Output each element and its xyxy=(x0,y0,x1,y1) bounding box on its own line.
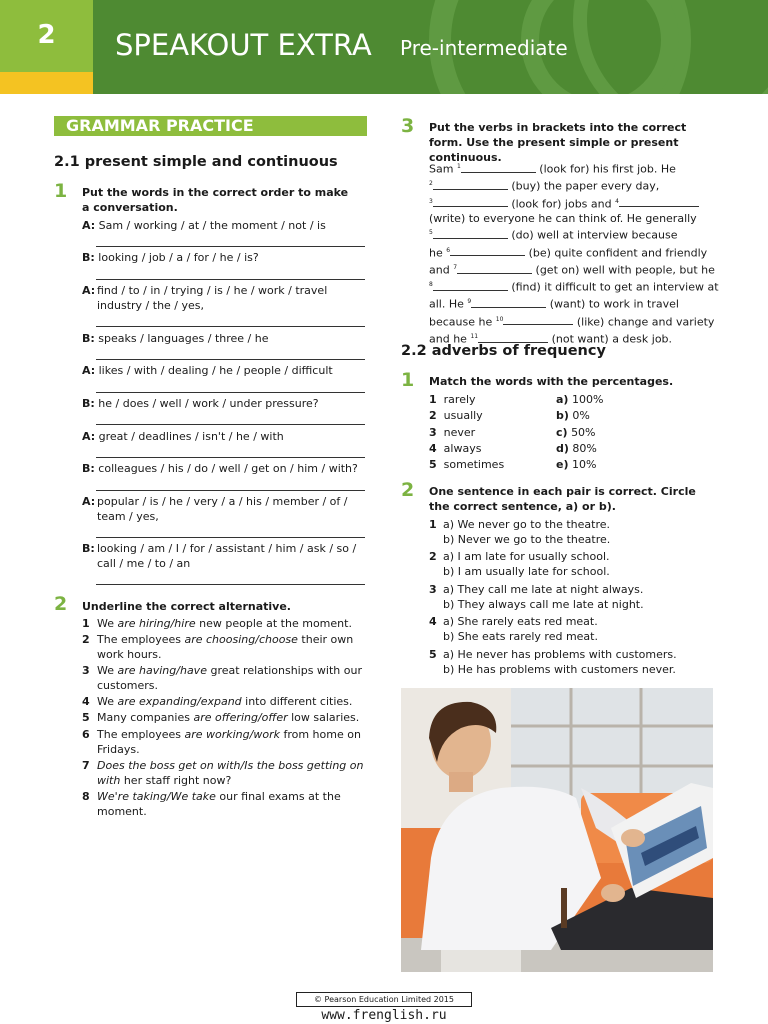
reorder-item: A: popular / is / he / very / a / his / member / of / team / yes, xyxy=(82,495,348,523)
exercise-instruction: Put the words in the correct order to make a conversation. xyxy=(82,186,349,214)
photo-man-reading-newspaper xyxy=(401,688,713,972)
underline-item[interactable]: 1 We are hiring/hire new people at the moment. xyxy=(82,617,352,630)
course-level: Pre-intermediate xyxy=(400,36,568,60)
answer-line[interactable] xyxy=(96,326,365,327)
gap-field[interactable] xyxy=(433,228,508,239)
sentence-pair: 1 a) We never go to the theatre. b) Never we go to the theatre. xyxy=(429,518,611,546)
option-a[interactable]: a) They call me late at night always. xyxy=(443,583,644,596)
underline-item[interactable]: 2 The employees are choosing/choose their own work hours. xyxy=(82,633,354,661)
gap-field[interactable] xyxy=(503,314,573,325)
option-a[interactable]: a) We never go to the theatre. xyxy=(443,518,611,531)
answer-line[interactable] xyxy=(96,584,365,585)
answer-line[interactable] xyxy=(96,490,365,491)
sentence-pair: 2 a) I am late for usually school. b) I am usually late for school. xyxy=(429,550,610,578)
match-word[interactable]: 5 sometimes xyxy=(429,458,505,471)
underline-item[interactable]: 3 We are having/have great relationships with our customers. xyxy=(82,664,362,692)
exercise-number: 3 xyxy=(401,115,415,137)
option-b[interactable]: b) Never we go to the theatre. xyxy=(443,533,611,546)
answer-line[interactable] xyxy=(96,457,365,458)
exercise-number: 2 xyxy=(54,593,68,615)
answer-line[interactable] xyxy=(96,359,365,360)
answer-line[interactable] xyxy=(96,392,365,393)
reorder-item: A: Sam / working / at / the moment / not / is xyxy=(82,219,326,232)
reorder-item: A: great / deadlines / isn't / he / with xyxy=(82,430,284,443)
unit-number: 2 xyxy=(37,20,56,50)
reorder-item: B: he / does / well / work / under pressure? xyxy=(82,397,319,410)
sentence-pair: 3 a) They call me late at night always. b) They always call me late at night. xyxy=(429,583,644,611)
gap-fill-text: Sam $^1$ (look for) his first job. He $^2$ (buy) the paper every day, $^3$ (look for) jobs and $^4$ (write) to everyone he can think of. He generally $^5$ (do) well at interview because he $^6$ (be) quite confident and friendly and $^7$ (get on) well with people, but he $^8$ (find) it difficult to get an interview at all. He $^9$ (want) to work in travel because he $^{10}$ (like) change and variety and he $^{11}$ (not want) a desk job. xyxy=(429,162,719,346)
option-a[interactable]: a) She rarely eats red meat. xyxy=(443,615,598,628)
exercise-number: 1 xyxy=(54,180,68,202)
gap-field[interactable] xyxy=(433,196,508,207)
unit-badge-bar xyxy=(0,72,93,94)
reorder-item: A: find / to / in / trying / is / he / work / travel industry / the / yes, xyxy=(82,284,328,312)
option-b[interactable]: b) They always call me late at night. xyxy=(443,598,644,611)
copyright-notice: © Pearson Education Limited 2015 xyxy=(296,992,472,1007)
match-percent[interactable]: c) 50% xyxy=(556,426,596,439)
gap-field[interactable] xyxy=(471,297,546,308)
source-url[interactable]: www.frenglish.ru xyxy=(321,1008,447,1023)
option-a[interactable]: a) He never has problems with customers. xyxy=(443,648,677,661)
underline-item[interactable]: 8 We're taking/We take our final exams at the moment. xyxy=(82,790,341,818)
answer-line[interactable] xyxy=(96,537,365,538)
exercise-instruction: One sentence in each pair is correct. Circle the correct sentence, a) or b). xyxy=(429,485,696,513)
gap-field[interactable] xyxy=(461,162,536,173)
gap-field[interactable] xyxy=(478,332,548,343)
exercise-instruction: Match the words with the percentages. xyxy=(429,375,674,388)
answer-line[interactable] xyxy=(96,246,365,247)
gap-field[interactable] xyxy=(457,263,532,274)
reorder-item: B: colleagues / his / do / well / get on / him / with? xyxy=(82,462,358,475)
reorder-item: A: likes / with / dealing / he / people / difficult xyxy=(82,364,333,377)
gap-field[interactable] xyxy=(450,245,525,256)
reorder-item: B: looking / am / I / for / assistant / him / ask / so / call / me / to / an xyxy=(82,542,357,570)
exercise-instruction: Put the verbs in brackets into the correct form. Use the present simple or present continuous. xyxy=(429,121,687,164)
match-word[interactable]: 2 usually xyxy=(429,409,483,422)
match-percent[interactable]: a) 100% xyxy=(556,393,604,406)
gap-field[interactable] xyxy=(433,179,508,190)
underline-item[interactable]: 5 Many companies are offering/offer low salaries. xyxy=(82,711,360,724)
section-2-1-title: 2.1 present simple and continuous xyxy=(54,154,338,170)
match-percent[interactable]: d) 80% xyxy=(556,442,597,455)
match-word[interactable]: 1 rarely xyxy=(429,393,476,406)
gap-field[interactable] xyxy=(619,196,699,207)
gap-field[interactable] xyxy=(433,280,508,291)
sentence-pair: 4 a) She rarely eats red meat. b) She eats rarely red meat. xyxy=(429,615,598,643)
exercise-number: 1 xyxy=(401,369,415,391)
option-a[interactable]: a) I am late for usually school. xyxy=(443,550,610,563)
course-title: SPEAKOUT EXTRA xyxy=(115,28,372,62)
match-word[interactable]: 4 always xyxy=(429,442,482,455)
underline-item[interactable]: 7 Does the boss get on with/Is the boss getting on with her staff right now? xyxy=(82,759,364,787)
underline-item[interactable]: 4 We are expanding/expand into different cities. xyxy=(82,695,353,708)
match-word[interactable]: 3 never xyxy=(429,426,476,439)
option-b[interactable]: b) She eats rarely red meat. xyxy=(443,630,598,643)
section-2-2-title: 2.2 adverbs of frequency xyxy=(401,343,606,359)
answer-line[interactable] xyxy=(96,279,365,280)
match-percent[interactable]: b) 0% xyxy=(556,409,590,422)
match-percent[interactable]: e) 10% xyxy=(556,458,597,471)
answer-line[interactable] xyxy=(96,424,365,425)
reorder-item: B: looking / job / a / for / he / is? xyxy=(82,251,259,264)
underline-item[interactable]: 6 The employees are working/work from home on Fridays. xyxy=(82,728,361,756)
section-banner: GRAMMAR PRACTICE xyxy=(54,116,367,136)
page-header xyxy=(0,0,768,94)
exercise-number: 2 xyxy=(401,479,415,501)
reorder-item: B: speaks / languages / three / he xyxy=(82,332,269,345)
option-b[interactable]: b) I am usually late for school. xyxy=(443,565,610,578)
option-b[interactable]: b) He has problems with customers never. xyxy=(443,663,676,676)
sentence-pair: 5 a) He never has problems with customers. b) He has problems with customers never. xyxy=(429,648,677,676)
exercise-instruction: Underline the correct alternative. xyxy=(82,600,291,613)
